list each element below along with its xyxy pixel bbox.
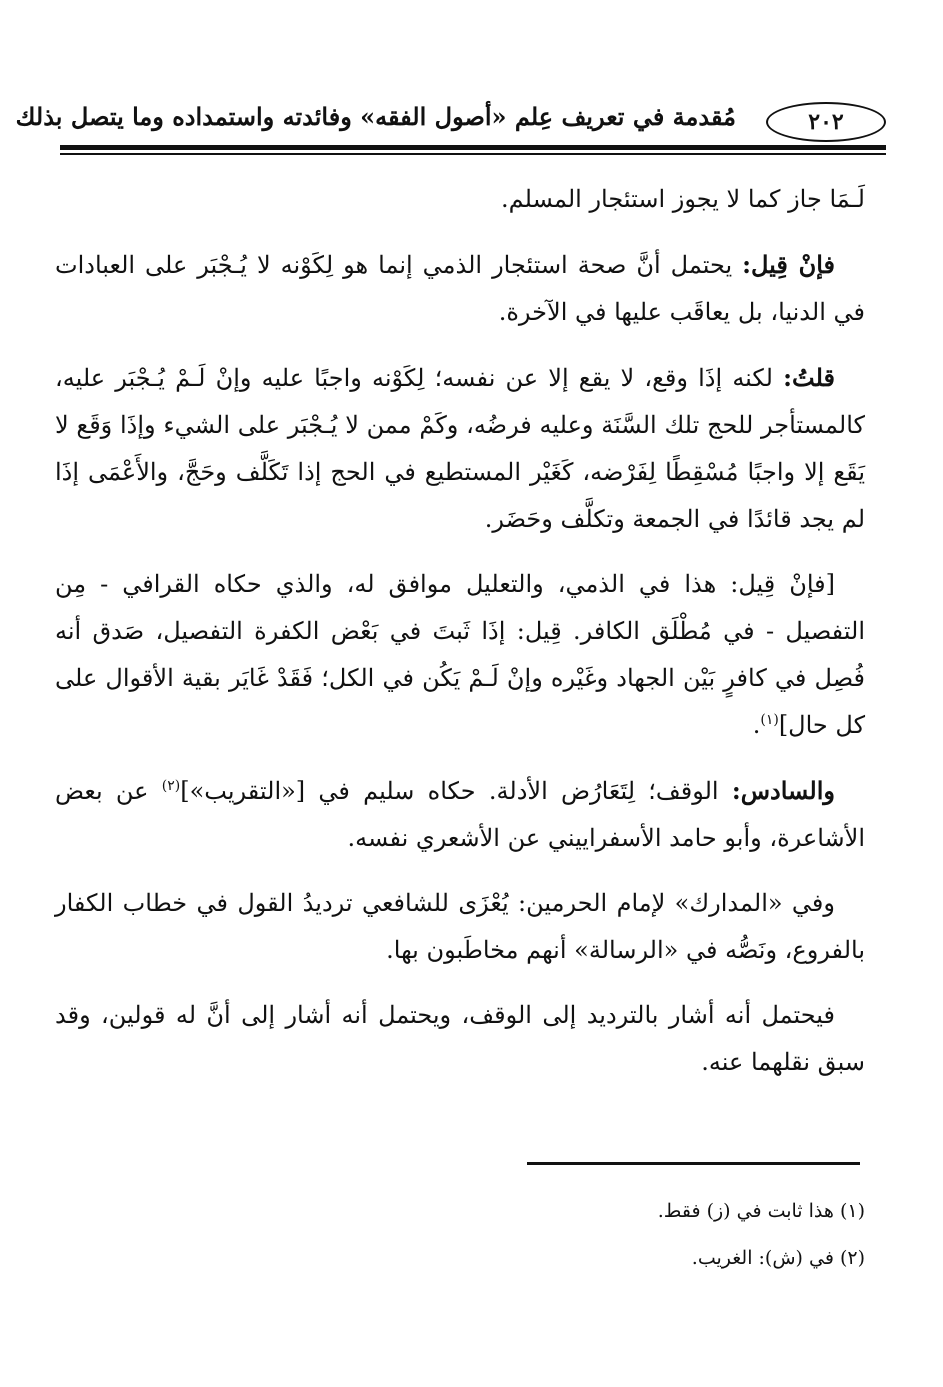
paragraph <box>55 992 865 1086</box>
paragraph-text: لَـمَا جاز كما لا يجوز استئجار المسلم. <box>501 185 865 213</box>
body-text <box>55 176 865 1104</box>
footnote: (١) هذا ثابت في (ز) فقط. <box>657 1200 865 1222</box>
header-rule-thick <box>60 145 886 150</box>
page-number: ٢٠٢ <box>808 109 844 135</box>
running-title: مُقدمة في تعريف عِلم «أصول الفقه» وفائدته واستمداده وما يتصل بذلك <box>15 102 736 131</box>
page-number-badge <box>766 102 886 142</box>
header-rule-thin <box>60 153 886 155</box>
paragraph-text: الوقف؛ لِتَعَارُض الأدلة. حكاه سليم في [«التقريب»] <box>180 777 732 805</box>
paragraph-tail: . <box>752 711 761 739</box>
paragraph-lead: فإنْ قِيل: <box>742 250 836 279</box>
paragraph <box>55 241 865 336</box>
paragraph-text: وفي «المدارك» لإمام الحرمين: يُعْزَى للشافعي ترديدُ القول في خطاب الكفار بالفروع، ونَصُّه في «الرسالة» أنهم مخاطَبون بها. <box>55 889 865 964</box>
paragraph-text: يحتمل أنَّ صحة استئجار الذمي إنما هو لِكَوْنه لا يُـجْبَر على العبادات في الدنيا، بل يعاقَب عليها في الآخرة. <box>55 251 865 326</box>
paragraph-tail: عن بعض الأشاعرة، وأبو حامد الأسفراييني عن الأشعري نفسه. <box>55 777 865 852</box>
paragraph-text: [فإنْ قِيل: هذا في الذمي، والتعليل موافق له، والذي حكاه القرافي - مِن التفصيل - في مُطْلَق الكافر. قِيل: إذَا ثَبتَ في بَعْض الكفرة التفصيل، صَدق أنه فُصِل في كافرٍ بَيْن الجهاد وغَيْره وإنْ لَـمْ يَكُن في الكل؛ فَقَدْ غَايَر بقية الأقوال على كل حال] <box>55 570 865 739</box>
footnote-separator <box>527 1162 860 1165</box>
paragraph-lead: والسادس: <box>731 776 835 805</box>
paragraph <box>55 767 865 862</box>
footnote-ref[interactable]: (١) <box>760 712 779 728</box>
paragraph-text: لكنه إذَا وقع، لا يقع إلا عن نفسه؛ لِكَوْنه واجبًا عليه وإنْ لَـمْ يُـجْبَر عليه، كالمستأجر للحج تلك السَّنَة وعليه فرضُه، وكَمْ ممن لا يُـجْبَر على الشيء وإذَا وَقَع لا يَقَع إلا واجبًا مُسْقِطًا لِفَرْضه، كَغَيْر المستطيع في الحج إذا تَكَلَّف وحَجَّ، والأَعْمَى إذَا لم يجد قائدًا في الجمعة وتكلَّف وحَضَر. <box>55 364 865 533</box>
paragraph <box>55 176 865 223</box>
paragraph-text: فيحتمل أنه أشار بالترديد إلى الوقف، ويحتمل أنه أشار إلى أنَّ له قولين، وقد سبق نقلهما عنه. <box>55 1001 865 1076</box>
footnote-ref[interactable]: (٢) <box>161 778 181 794</box>
footnote: (٢) في (ش): الغريب. <box>691 1247 865 1269</box>
paragraph <box>55 354 865 543</box>
paragraph <box>55 561 865 749</box>
paragraph <box>55 880 865 974</box>
footnotes <box>265 1188 865 1282</box>
paragraph-lead: قلتُ: <box>783 363 835 392</box>
page-header <box>15 98 886 144</box>
